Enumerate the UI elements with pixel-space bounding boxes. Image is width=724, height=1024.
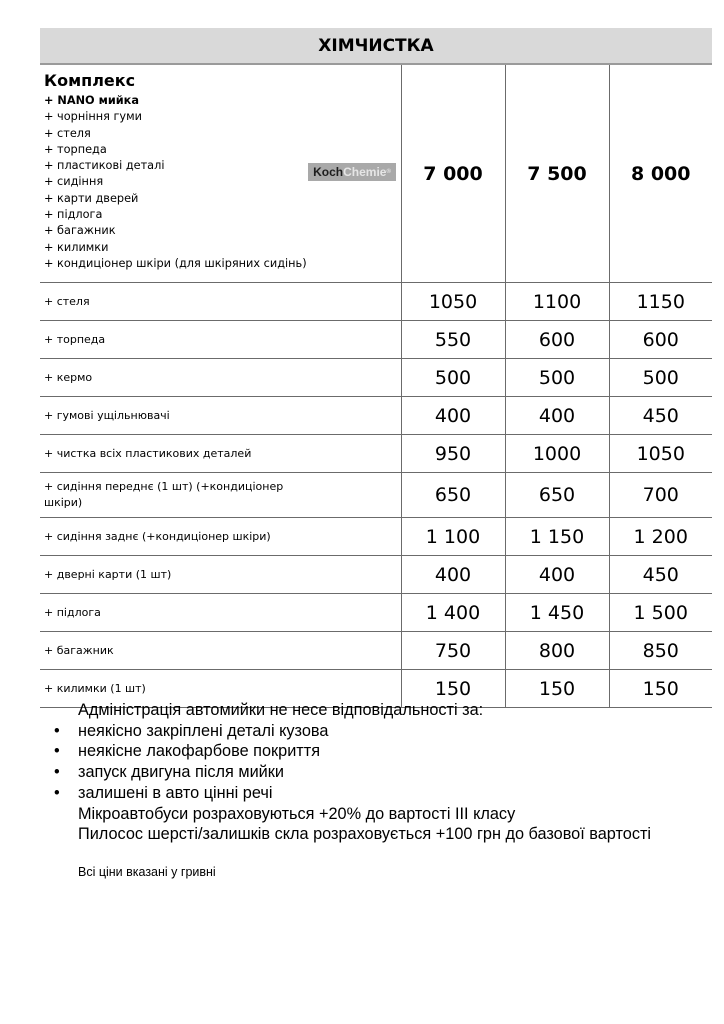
logo-koch-text: Koch <box>313 165 344 179</box>
liability-notes <box>54 700 651 845</box>
complex-item: + підлога <box>44 208 103 222</box>
notes-bullet-list <box>54 721 651 804</box>
complex-price-class-1: 7 000 <box>401 65 505 283</box>
service-label: + торпеда <box>40 321 401 359</box>
complex-item: + торпеда <box>44 142 107 156</box>
price-class-3: 450 <box>609 397 712 435</box>
price-class-3: 1150 <box>609 283 712 321</box>
price-class-3: 150 <box>609 670 712 708</box>
complex-item: + сидіння <box>44 175 104 189</box>
price-class-2: 650 <box>505 473 609 518</box>
service-label: + підлога <box>40 594 401 632</box>
price-class-1: 750 <box>401 632 505 670</box>
price-class-1: 1 100 <box>401 518 505 556</box>
table-row <box>40 359 712 397</box>
complex-price-class-3: 8 000 <box>609 65 712 283</box>
complex-item: + пластикові деталі <box>44 159 165 173</box>
complex-item: + кондиціонер шкіри (для шкіряних сидінь) <box>44 256 307 270</box>
service-label: + кермо <box>40 359 401 397</box>
table-row <box>40 632 712 670</box>
bullet-icon: • <box>54 763 60 782</box>
logo-chemie-text: Chemie <box>343 165 387 179</box>
price-class-3: 850 <box>609 632 712 670</box>
bullet-icon: • <box>54 721 60 740</box>
table-row <box>40 397 712 435</box>
price-table <box>40 65 712 708</box>
bullet-icon: • <box>54 783 60 802</box>
price-class-2: 1100 <box>505 283 609 321</box>
complex-price-class-2: 7 500 <box>505 65 609 283</box>
complex-item: + килимки <box>44 240 109 254</box>
price-class-2: 150 <box>505 670 609 708</box>
table-row <box>40 556 712 594</box>
currency-footnote: Всі ціни вказані у гривні <box>78 865 216 879</box>
price-class-3: 600 <box>609 321 712 359</box>
service-label: + багажник <box>40 632 401 670</box>
table-row <box>40 518 712 556</box>
bullet-text: неякісно закріплені деталі кузова <box>78 721 329 740</box>
notes-bullet-item <box>54 721 651 742</box>
price-class-1: 1050 <box>401 283 505 321</box>
service-label: + сидіння заднє (+кондиціонер шкіри) <box>40 518 401 556</box>
price-class-1: 950 <box>401 435 505 473</box>
table-row <box>40 321 712 359</box>
price-class-1: 400 <box>401 556 505 594</box>
price-class-3: 1 200 <box>609 518 712 556</box>
price-class-2: 500 <box>505 359 609 397</box>
price-class-1: 650 <box>401 473 505 518</box>
table-row <box>40 435 712 473</box>
complex-row <box>40 65 712 283</box>
table-row <box>40 594 712 632</box>
kochchemie-logo <box>308 163 396 181</box>
service-label: + гумові ущільнювачі <box>40 397 401 435</box>
notes-bullet-item <box>54 741 651 762</box>
complex-item: + багажник <box>44 224 116 238</box>
complex-item: + чорніння гуми <box>44 110 142 124</box>
price-class-1: 500 <box>401 359 505 397</box>
complex-item: + стеля <box>44 126 91 140</box>
bullet-text: неякісне лакофарбове покриття <box>78 742 321 761</box>
price-class-2: 1 150 <box>505 518 609 556</box>
service-label: + сидіння переднє (1 шт) (+кондиціонер шкіри) <box>40 473 401 518</box>
price-class-2: 1000 <box>505 435 609 473</box>
bullet-icon: • <box>54 742 60 761</box>
service-label: + килимки (1 шт) <box>40 670 401 708</box>
bullet-text: залишені в авто цінні речі <box>78 783 273 802</box>
page-title: ХІМЧИСТКА <box>40 28 712 65</box>
price-class-2: 600 <box>505 321 609 359</box>
notes-bullet-item <box>54 762 651 783</box>
complex-description <box>40 65 401 283</box>
price-class-2: 1 450 <box>505 594 609 632</box>
price-class-1: 550 <box>401 321 505 359</box>
notes-intro: Адміністрація автомийки не несе відповідальності за: <box>78 701 484 719</box>
service-label: + стеля <box>40 283 401 321</box>
price-class-3: 500 <box>609 359 712 397</box>
complex-title: Комплекс <box>44 71 136 90</box>
price-class-2: 400 <box>505 397 609 435</box>
price-class-1: 1 400 <box>401 594 505 632</box>
price-class-2: 800 <box>505 632 609 670</box>
bullet-text: запуск двигуна після мийки <box>78 763 284 782</box>
price-class-1: 400 <box>401 397 505 435</box>
logo-registered-mark: ® <box>386 169 391 175</box>
notes-vacuum: Пилосос шерсті/залишків скла розраховується +100 грн до базової вартості <box>78 825 652 844</box>
price-class-3: 700 <box>609 473 712 518</box>
price-class-3: 1050 <box>609 435 712 473</box>
notes-microbus: Мікроавтобуси розраховуються +20% до вартості ІІІ класу <box>78 804 516 823</box>
price-class-3: 450 <box>609 556 712 594</box>
complex-item: + NANO мийка <box>44 94 139 107</box>
price-class-1: 150 <box>401 670 505 708</box>
service-label: + дверні карти (1 шт) <box>40 556 401 594</box>
complex-items-list <box>44 93 401 272</box>
price-class-3: 1 500 <box>609 594 712 632</box>
service-label: + чистка всіх пластикових деталей <box>40 435 401 473</box>
table-row <box>40 473 712 518</box>
price-class-2: 400 <box>505 556 609 594</box>
complex-item: + карти дверей <box>44 191 139 205</box>
table-row <box>40 283 712 321</box>
notes-bullet-item <box>54 783 651 804</box>
